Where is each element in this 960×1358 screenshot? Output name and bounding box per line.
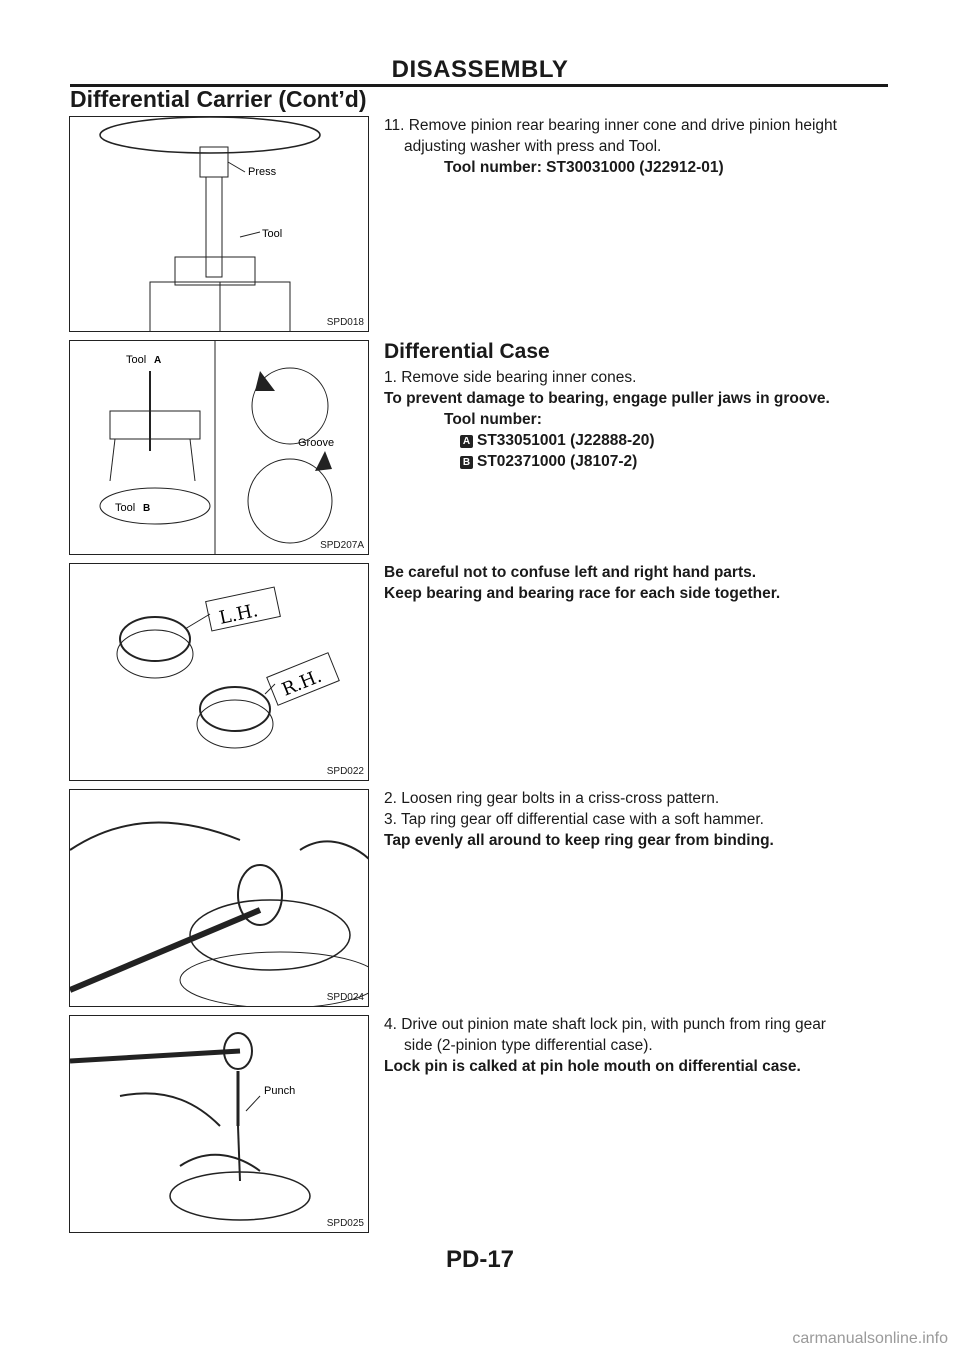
figure-label: SPD018	[326, 317, 364, 328]
figure-spd022	[69, 563, 369, 781]
punch-illustration	[70, 1016, 369, 1233]
section-heading: Differential Case	[384, 340, 550, 363]
bearings-illustration	[70, 564, 369, 781]
step-11-line1: 11. Remove pinion rear bearing inner cone and drive pinion height	[384, 117, 837, 134]
figure-spd018	[69, 116, 369, 332]
figure-label: SPD024	[326, 992, 364, 1003]
parts-note-line2: Keep bearing and bearing race for each side together.	[384, 585, 781, 602]
marker-b-icon: B	[460, 456, 473, 469]
parts-note	[384, 563, 894, 605]
diff-case-text	[384, 368, 894, 473]
step-11-line2: adjusting washer with press and Tool.	[404, 138, 662, 155]
callout-groove: Groove	[298, 437, 335, 449]
callout-tool-a: Tool	[126, 354, 147, 366]
figure-spd207a	[69, 340, 369, 555]
caution-text: To prevent damage to bearing, engage puller jaws in groove.	[384, 390, 830, 407]
callout-tool-b: Tool	[115, 502, 136, 514]
hammer-illustration	[70, 790, 369, 1007]
page-number: PD-17	[445, 1246, 515, 1273]
puller-illustration	[70, 341, 369, 555]
step-1: 1. Remove side bearing inner cones.	[384, 369, 637, 386]
step-4-note: Lock pin is calked at pin hole mouth on differential case.	[384, 1058, 801, 1075]
callout-press: Press	[248, 166, 277, 178]
step-3: 3. Tap ring gear off differential case with a soft hammer.	[384, 811, 764, 828]
step-11-tool: Tool number: ST30031000 (J22912-01)	[444, 159, 724, 176]
step-2-3	[384, 789, 894, 852]
callout-b: B	[143, 503, 151, 514]
section-title: DISASSEMBLY	[391, 56, 569, 83]
figure-spd024	[69, 789, 369, 1007]
step-3-note: Tap evenly all around to keep ring gear from binding.	[384, 832, 774, 849]
press-illustration	[70, 117, 369, 332]
parts-note-line1: Be careful not to confuse left and right hand parts.	[384, 564, 757, 581]
label-lh: L.H.	[217, 600, 260, 629]
tool-a: ST33051001 (J22888-20)	[477, 432, 655, 449]
marker-a-icon: A	[460, 435, 473, 448]
step-4-line2: side (2-pinion type differential case).	[404, 1037, 653, 1054]
watermark: carmanualsonline.info	[792, 1330, 948, 1347]
step-4-line1: 4. Drive out pinion mate shaft lock pin, with punch from ring gear	[384, 1016, 826, 1033]
label-rh: R.H.	[279, 665, 325, 701]
tool-b: ST02371000 (J8107-2)	[477, 453, 638, 470]
page-subtitle: Differential Carrier (Cont’d)	[70, 86, 367, 112]
tool-number-label: Tool number:	[444, 411, 542, 428]
callout-punch: Punch	[264, 1085, 296, 1097]
callout-a: A	[154, 355, 162, 366]
figure-label: SPD022	[326, 766, 364, 777]
figure-spd025	[69, 1015, 369, 1233]
step-4	[384, 1015, 894, 1078]
callout-tool: Tool	[262, 228, 283, 240]
step-2: 2. Loosen ring gear bolts in a criss-cross pattern.	[384, 790, 720, 807]
figure-label: SPD025	[326, 1218, 364, 1229]
step-11	[384, 116, 894, 179]
figure-label: SPD207A	[320, 540, 364, 551]
